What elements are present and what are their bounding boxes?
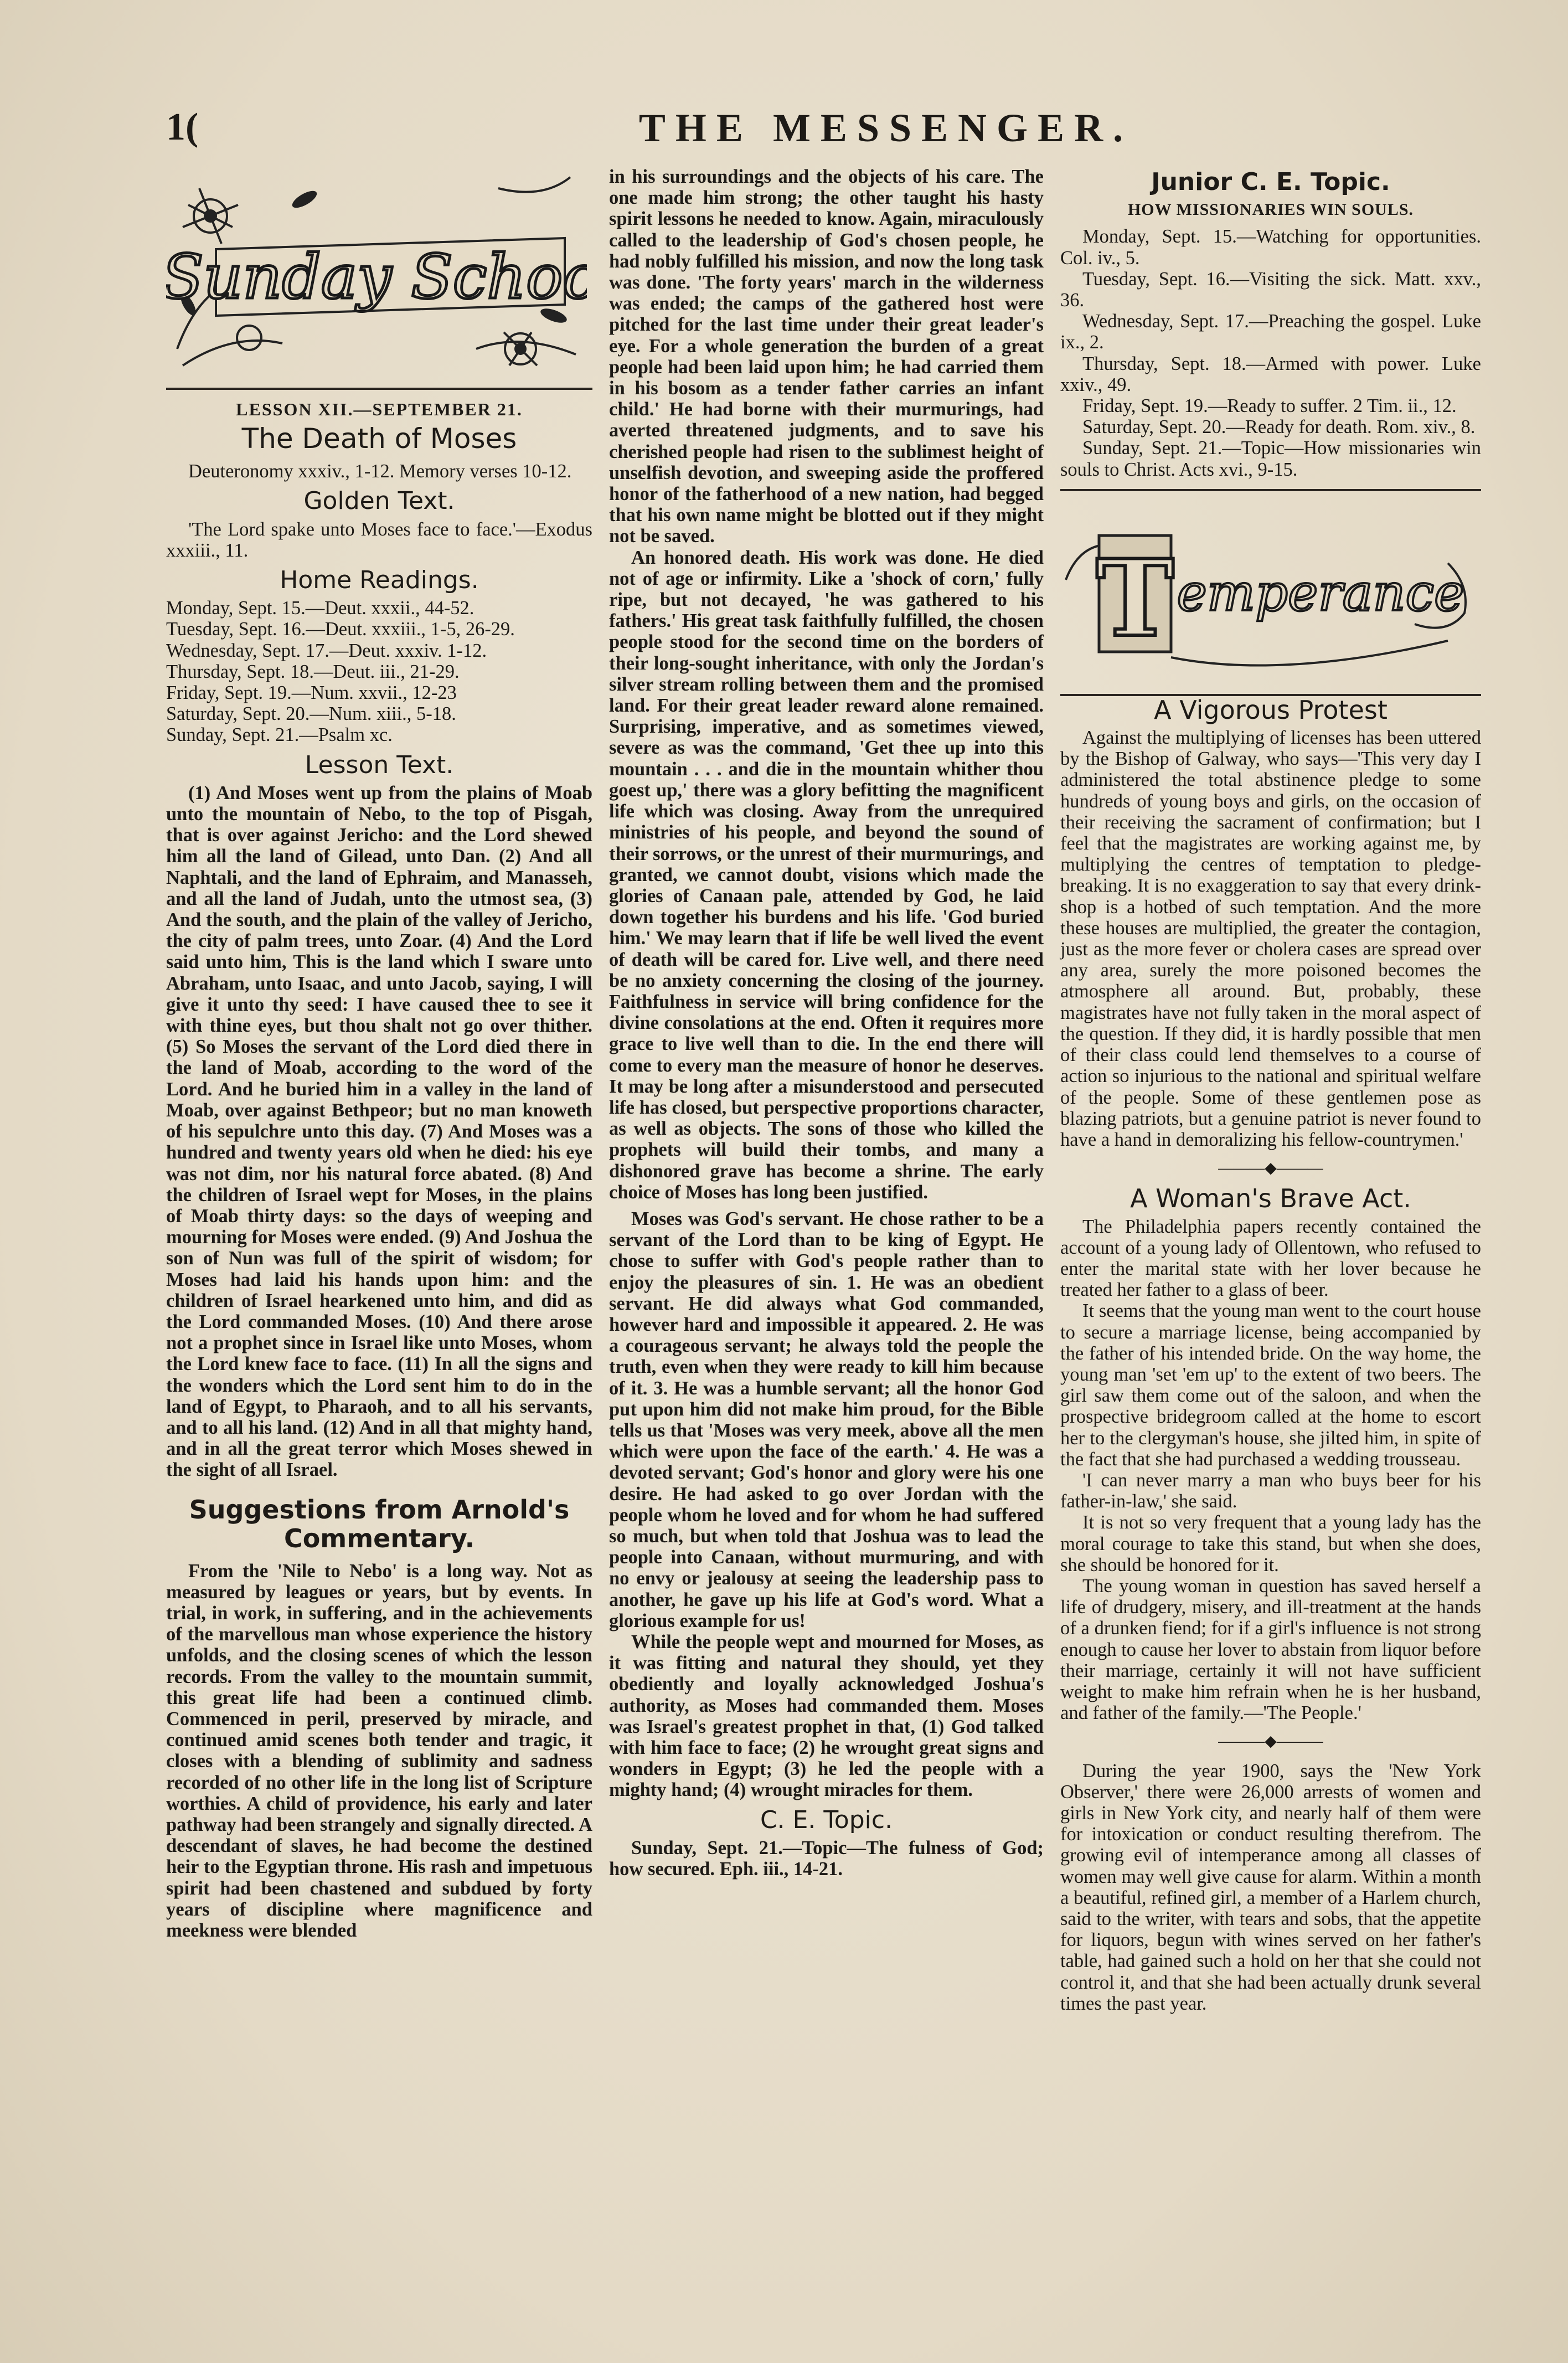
lesson-text: (1) And Moses went up from the plains of Moab unto the mountain of Nebo, to the top of Pisgah, that is over against Jericho: and the Lord shewed him all the land of Gilead, unto Dan. (2) And all Naphtali, and the land of Ephraim, and Manasseh, and all the land of Judah, unto the utmost sea, (3) And the south, and the plain of the valley of Jericho, the city of palm trees, unto Zoar. (4) And the Lord said unto him, This is the land which I sware unto Abraham, unto Isaac, and unto Jacob, saying, I will give it unto thy seed: I have caused thee to see it with thine eyes, but thou shalt not go over thither. (5) So Moses the servant of the Lord died there in the land of Moab, according to the word of the Lord. And he buried him in a valley in the land of Moab, over against Bethpeor; but no man knoweth of his sepulchre unto this day. (7) And Moses was a hundred and twenty years old when he died: his eye was not dim, nor his natural force abated. (8) And the children of Israel wept for Moses, in the plains of Moab thirty days: so the days of weeping and mourning for Moses were ended. (9) And Joshua the son of Nun was full of the spirit of wisdom; for Moses had laid his hands upon him: and the children of Israel hearkened unto him, and did as the Lord commanded Moses. (10) And there arose not a prophet since in Israel like unto Moses, whom the Lord knew face to face. (11) In all the signs and the wonders which the Lord sent him to do in the land of Egypt, to Pharaoh, and to all his servants, and to all his land. (12) And in all that mighty hand, and in all the great terror which Moses shewed in the sight of all Israel.: [166, 782, 592, 1481]
article-paragraph: The Philadelphia papers recently contained the account of a young lady of Ollentown, who refused to enter the marital state with her lover because he treated her father to a glass of beer.: [1060, 1216, 1481, 1301]
lesson-title: The Death of Moses: [241, 423, 517, 455]
list-item: Wednesday, Sept. 17.—Deut. xxxiv. 1-12.: [166, 640, 487, 661]
suggestions-heading: Suggestions from Arnold's Commentary.: [189, 1494, 570, 1553]
temperance-banner-art: [1060, 513, 1481, 691]
ce-topic-heading: C. E. Topic.: [760, 1805, 893, 1834]
article-paragraph: 'I can never marry a man who buys beer for his father-in-law,' she said.: [1060, 1469, 1481, 1512]
suggestions-text: From the 'Nile to Nebo' is a long way. Not as measured by leagues or years, but by events. In trial, in work, in suffering, and in the achievements of the marvellous man whose experience the history unfolds, and the closing scenes of which the lesson records. From the valley to the mountain summit, this great life had been a continued climb. Commenced in peril, preserved by miracle, and continued amid scenes both tender and tragic, it closes with a blending of sublimity and sadness recorded of no other life in the long list of Scripture worthies. A child of providence, his early and later pathway had been strangely and signally directed. A descendant of slaves, he had become the destined heir to the Egyptian throne. His rash and impetuous spirit had been chastened and subdued by forty years of discipline where magnificence and meekness were blended: [166, 1560, 592, 1941]
observer-text: During the year 1900, says the 'New York Observer,' there were 26,000 arrests of women and girls in New York city, and nearly half of them were for intoxication or conduct resulting therefrom. The growing evil of intemperance among all classes of women may well give cause for alarm. Within a month a beautiful, refined girl, a member of a Harlem church, said to the writer, with tears and sobs, that the appetite for liquors, begun with wines served on her father's table, had gained such a hold on her that she could not control it, and that she had been actually drunk several times the past year.: [1060, 1760, 1481, 2014]
home-readings-list: [166, 598, 592, 745]
lesson-number: LESSON XII.—SEPTEMBER 21.: [236, 399, 523, 419]
home-readings-heading: Home Readings.: [280, 566, 479, 595]
list-item: Sunday, Sept. 21.—Psalm xc.: [166, 724, 393, 746]
lesson-text-heading: Lesson Text.: [305, 750, 454, 779]
list-item: Thursday, Sept. 18.—Armed with power. Luke xxiv., 49.: [1060, 353, 1481, 395]
divider-ornament: ———◆———: [1218, 1733, 1323, 1751]
section-rule: [166, 388, 592, 390]
sunday-school-banner-art: [166, 166, 587, 382]
list-item: Monday, Sept. 15.—Deut. xxxii., 44-52.: [166, 598, 474, 619]
article-paragraph: in his surroundings and the objects of his care. The one made him strong; the other taught his hasty spirit lessons he needed to know. Again, miraculously called to the leadership of God's chosen people, he had nobly fulfilled his mission, and now the long task was done. 'The forty years' march in the wilderness was ended; the camps of the gathered host were pitched for the last time under their great leader's eye. For a whole generation the burden of a great people had been laid upon him; he had carried them in his bosom as a tender father carries an infant child.' He had borne with their murmurings, had averted threatened judgments, and to save his cherished people had risen to the sublimest height of unselfish devotion, and sweeping aside the proffered honor of the fatherhood of a new nation, had begged that his own name might be blotted out if they might not be saved.: [609, 166, 1044, 547]
junior-ce-subheading: HOW MISSIONARIES WIN SOULS.: [1127, 200, 1414, 219]
article-paragraph: Moses was God's servant. He chose rather to be a servant of the Lord than to be king of Egypt. He chose to suffer with God's people rather than to enjoy the pleasures of sin. 1. He was an obedient servant. He did always what God commanded, however hard and impossible it appeared. 2. He was a courageous servant; he always told the people the truth, even when they were ready to kill him because of it. 3. He was a humble servant; all the honor God put upon him did not make him proud, for the Bible tells us that 'Moses was very meek, above all the men which were upon the face of the earth.' 4. He was a devoted servant; God's honor and glory were his one desire. He had asked to go over Jordan with the people whom he loved and for whom he had suffered so much, but when told that Joshua was to lead the people into Canaan, without murmuring, and with no envy or jealousy at seeing the leadership pass to another, he gave up his life at God's word. What a glorious example for us!: [609, 1208, 1044, 1631]
article-paragraph: It seems that the young man went to the court house to secure a marriage license, being accompanied by the father of his intended bride. On the way home, the young man 'set 'em up' to the extent of two beers. The girl saw them come out of the saloon, and when the prospective bridegroom called at the home to escort her to the clergyman's house, she jilted him, in spite of the fact that she had purchased a wedding trousseau.: [1060, 1300, 1481, 1470]
divider-ornament: ———◆———: [1218, 1160, 1323, 1177]
golden-text-heading: Golden Text.: [303, 487, 455, 516]
column-1: [166, 166, 592, 1941]
ce-topic-text: Sunday, Sept. 21.—Topic—The fulness of God; how secured. Eph. iii., 14-21.: [609, 1837, 1044, 1880]
list-item: Saturday, Sept. 20.—Num. xiii., 5-18.: [166, 703, 456, 725]
sunday-school-banner: [166, 166, 587, 382]
article-paragraph: While the people wept and mourned for Moses, as it was fitting and natural they should, yet they obediently and loyally acknowledged Joshua's authority, as Moses had commanded them. Moses was Israel's greatest prophet in that, (1) God talked with him face to face; (2) he wrought great signs and wonders in Egypt; (3) he led the people with a mighty hand; (4) wrought miracles for them.: [609, 1631, 1044, 1801]
protest-heading: A Vigorous Protest: [1154, 694, 1388, 725]
column-2: [609, 166, 1044, 1880]
list-item: Wednesday, Sept. 17.—Preaching the gospel. Luke ix., 2.: [1060, 311, 1481, 353]
list-item: Thursday, Sept. 18.—Deut. iii., 21-29.: [166, 661, 460, 682]
sunday-school-banner-text: Sunday School: [166, 241, 587, 312]
golden-text: 'The Lord spake unto Moses face to face.'—Exodus xxxiii., 11.: [166, 518, 592, 561]
article-paragraph: It is not so very frequent that a young lady has the moral courage to take this stand, but when she does, she should be honored for it.: [1060, 1512, 1481, 1576]
list-item: Friday, Sept. 19.—Num. xxvii., 12-23: [166, 682, 457, 704]
masthead-title: THE MESSENGER.: [638, 106, 1133, 150]
list-item: Friday, Sept. 19.—Ready to suffer. 2 Tim. ii., 12.: [1082, 395, 1457, 417]
article-paragraph: The young woman in question has saved herself a life of drudgery, misery, and ill-treatment at the hands of a drunken fiend; for if a girl's influence is not strong enough to cause her lover to abstain from liquor before their marriage, certainly it will not have sufficient weight to make him refrain when he is her husband, and father of the family.—'The People.': [1060, 1575, 1481, 1724]
scripture-reference: Deuteronomy xxxiv., 1-12. Memory verses 10-12.: [188, 461, 572, 482]
junior-ce-list: [1060, 226, 1481, 480]
list-item: Monday, Sept. 15.—Watching for opportunities. Col. iv., 5.: [1060, 226, 1481, 269]
temperance-banner: [1060, 513, 1481, 691]
temperance-initial: T: [1096, 536, 1174, 660]
section-rule: [1060, 489, 1481, 491]
page-number: 1(: [166, 106, 199, 148]
list-item: Saturday, Sept. 20.—Ready for death. Rom. xiv., 8.: [1082, 416, 1476, 438]
protest-text: Against the multiplying of licenses has been uttered by the Bishop of Galway, who says—'This very day I administered the total abstinence pledge to some hundreds of young boys and girls, on the occasion of their receiving the sacrament of confirmation; but I feel that the magistrates are working against me, by multiplying the centres of temptation to pledge-breaking. It is no exaggeration to say that every drink-shop is a hotbed of such temptation. And the more these houses are multiplied, the greater the contagion, just as the more fever or cholera cases are spread over any area, surely the more poisoned becomes the atmosphere all around. But, probably, these magistrates have not fully taken in the moral aspect of the question. If they did, it is hardly possible that men of their class could lend themselves to a course of action so injurious to the national and spiritual welfare of the people. Some of these gentlemen pose as blazing patriots, but a genuine patriot is never found to have a hand in demoralizing his fellow-countrymen.': [1060, 727, 1481, 1150]
list-item: Tuesday, Sept. 16.—Visiting the sick. Matt. xxv., 36.: [1060, 268, 1481, 311]
temperance-banner-text: emperance: [1177, 563, 1464, 622]
junior-ce-heading: Junior C. E. Topic.: [1151, 168, 1390, 196]
list-item: Tuesday, Sept. 16.—Deut. xxxiii., 1-5, 26-29.: [166, 619, 515, 640]
article-paragraph: An honored death. His work was done. He died not of age or infirmity. Like a 'shock of corn,' fully ripe, but not decayed, 'he was gathered to his fathers.' His great task faithfully fulfilled, the chosen people stood for the second time on the borders of their long-sought inheritance, with only the Jordan's silver stream rolling between them and the promised land. For their great leader reward alone remained. Surprising, imperative, and as sometimes viewed, severe as was the command, 'Get thee up into this mountain . . . and die in the mountain whither thou goest up,' there was a glory befitting the magnificent life which was closing. Away from the unrequired ministries of his people, and beyond the sound of their sorrows, or the unrest of their murmurings, and granted, we cannot doubt, visions which made the glories of Canaan pale, attended by God, he laid down together his burdens and his life. 'God buried him.' We may learn that if life be well lived the event of death will be cared for. Live well, and there need be no anxiety concerning the closing of the journey. Faithfulness in service will bring confidence for the divine consolations at the end. Often it requires more grace to live well than to die. In the end there will come to every man the measure of honor he deserves. It may be long after a misunderstood and persecuted life has closed, but perspective proportions character, as well as objects. The sons of those who killed the prophets will build their tombs, and many a dishonored grave has become a shrine. The early choice of Moses has long been justified.: [609, 547, 1044, 1203]
list-item: Sunday, Sept. 21.—Topic—How missionaries win souls to Christ. Acts xvi., 9-15.: [1060, 437, 1481, 480]
column-3: [1060, 168, 1481, 2014]
woman-heading: A Woman's Brave Act.: [1130, 1183, 1411, 1214]
